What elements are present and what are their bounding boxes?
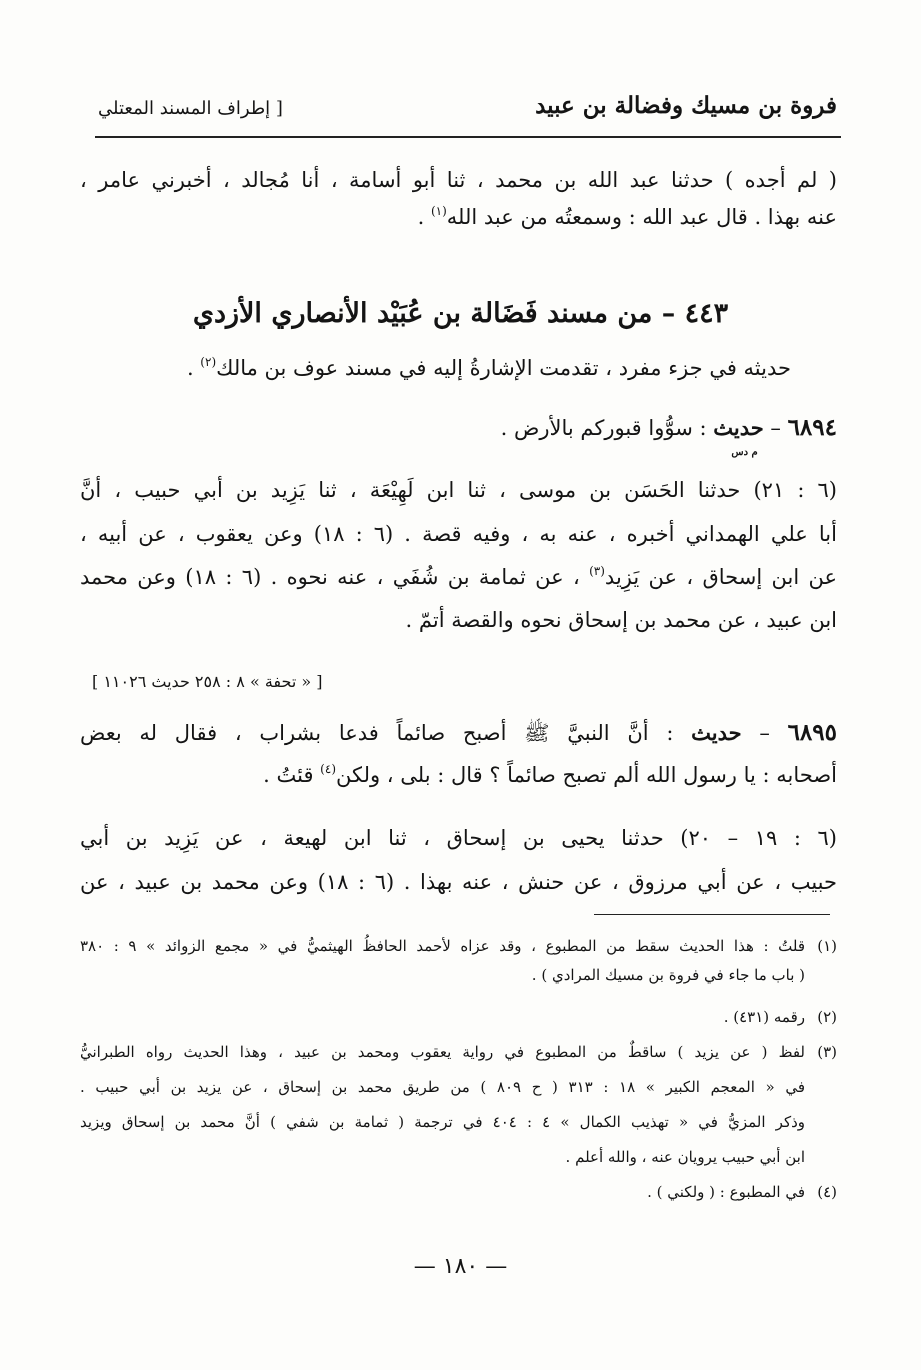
hadith-keyword-text: حديث: [713, 415, 764, 440]
hadith-6894-isnad-1: (٦ : ٢١) حدثنا الحَسَن بن موسى ، ثنا ابن لَهِيْعَة ، ثنا يَزِيد بن أبي حبيب ، أنَّ: [80, 478, 837, 502]
footnote-4-line-1: في المطبوع : ( ولكني ) .: [647, 1183, 805, 1201]
running-title: فروة بن مسيك وفضالة بن عبيد: [535, 92, 837, 119]
footnote-marker-3[interactable]: (٣): [589, 564, 605, 578]
hadith-6894-isnad-2: أبا علي الهمداني أخبره ، عنه به ، وفيه قصة . (٦ : ١٨) وعن يعقوب ، عن أبيه ،: [80, 522, 837, 546]
intro-line-1: ( لم أجده ) حدثنا عبد الله بن محمد ، ثنا أبو أسامة ، أنا مُجالد ، أخبرني عامر ،: [80, 168, 837, 192]
dash: –: [741, 721, 788, 745]
isnad-3-text-b: ، عن ثمامة بن شُفَي ، عنه نحوه . (٦ : ١٨) وعن محمد: [80, 565, 590, 589]
hadith-keyword: [713, 415, 764, 458]
tuhfa-reference: [ « تحفة » ٨ : ٢٥٨ حديث ١١٠٢٦ ]: [92, 672, 323, 691]
footnote-1-line-2: ( باب ما جاء في فروة بن مسيك المرادي ) .: [531, 966, 805, 984]
hadith-6894-heading: [500, 412, 837, 458]
intro-line-2-end: .: [417, 205, 431, 229]
hadith-6895-isnad-1: (٦ : ١٩ – ٢٠) حدثنا يحيى بن إسحاق ، ثنا ابن لهيعة ، عن يَزِيد بن أبي: [80, 826, 837, 850]
footnote-3-line-1: لفظ ( عن يزيد ) ساقطٌ من المطبوع في رواية يعقوب ومحمد بن عبيد ، وهذا الحديث رواه الطبرانيُّ: [80, 1043, 805, 1061]
hadith-6895-heading: [80, 717, 837, 749]
footnote-1-line-1: قلتُ : هذا الحديث سقط من المطبوع ، وقد عزاه لأحمد الحافظُ الهيثميُّ في « مجمع الزوائد » ٩ : ٣٨٠: [80, 937, 805, 955]
footnote-3-number: (٣): [817, 1043, 837, 1061]
footnote-3-line-4: ابن أبي حبيب يرويان عنه ، والله أعلم .: [565, 1148, 805, 1166]
hadith-6894-isnad-3: [80, 561, 837, 596]
footnote-marker-2[interactable]: (٢): [200, 355, 217, 369]
section-note-text: حديثه في جزء مفرد ، تقدمت الإشارةُ إليه في مسند عوف بن مالك: [216, 356, 791, 380]
footnote-marker-1[interactable]: (١): [430, 204, 447, 218]
section-note: [187, 352, 791, 387]
footnote-2-number: (٢): [817, 1008, 837, 1026]
section-note-end: .: [186, 356, 201, 380]
hadith-number: ٦٨٩٤: [787, 414, 837, 441]
book-title: [ إطراف المسند المعتلي: [98, 98, 283, 119]
footnote-4-number: (٤): [817, 1183, 837, 1201]
isnad-3-text-a: عن ابن إسحاق ، عن يَزِيد: [604, 565, 838, 589]
page-number: — ١٨٠ —: [413, 1254, 508, 1279]
hadith-6895-isnad-2: حبيب ، عن أبي مرزوق ، عن حنش ، عنه بهذا . (٦ : ١٨) وعن محمد بن عبيد ، عن: [80, 870, 837, 894]
hadith-6894-isnad-4: ابن عبيد ، عن محمد بن إسحاق نحوه والقصة أتمّ .: [405, 608, 837, 632]
section-title: ٤٤٣ – من مسند فَضَالة بن عُبَيْد الأنصاري الأزدي: [192, 298, 729, 329]
hadith-keyword: حديث: [691, 720, 742, 745]
hadith-text-2a: أصحابه : يا رسول الله ألم تصبح صائماً ؟ قال : بلى ، ولكن: [336, 763, 837, 787]
header-rule: [95, 136, 841, 138]
hadith-text: : سوُّوا قبوركم بالأرض .: [500, 416, 714, 440]
intro-line-2: [80, 201, 837, 236]
hadith-6895-line-2: [80, 759, 837, 794]
dash: –: [763, 416, 788, 440]
footnote-2-line-1: رقمه (٤٣١) .: [723, 1008, 805, 1026]
hadith-number: ٦٨٩٥: [787, 719, 837, 746]
footnote-rule: [594, 914, 830, 915]
footnote-marker-4[interactable]: (٤): [320, 762, 336, 776]
footnote-1-number: (١): [817, 937, 837, 955]
rumuz-label: م دس: [731, 447, 758, 458]
hadith-text-1: : أنَّ النبيَّ ﷺ أصبح صائماً فدعا بشراب ، فقال له بعض: [80, 721, 692, 745]
hadith-text-2b: قئتُ .: [263, 763, 321, 787]
footnote-3-line-3: وذكر المزيُّ في « تهذيب الكمال » ٤ : ٤٠٤ في ترجمة ( ثمامة بن شفي ) أنَّ محمد بن إسحاق ويزيد: [80, 1113, 806, 1131]
footnote-3-line-2: في « المعجم الكبير » ١٨ : ٣١٣ ( ح ٨٠٩ ) من طريق محمد بن إسحاق ، عن يزيد بن أبي حبيب .: [80, 1078, 805, 1096]
intro-line-2-text: عنه بهذا . قال عبد الله : وسمعتُه من عبد الله: [446, 205, 837, 229]
